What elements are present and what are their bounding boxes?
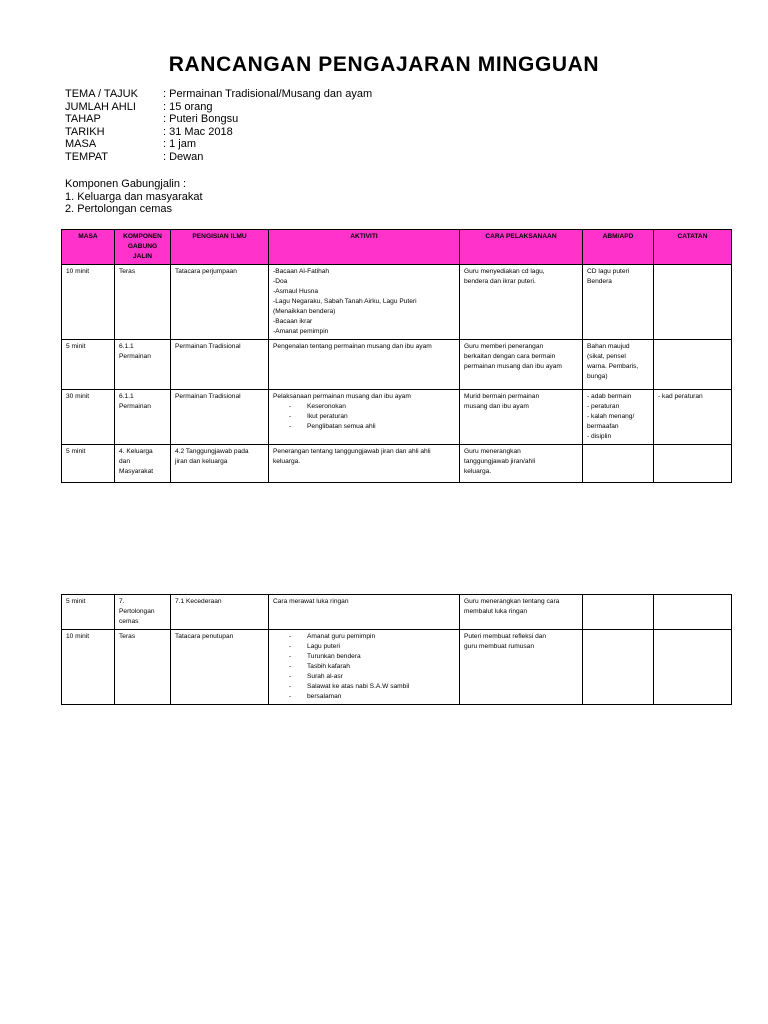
abm-text: CD lagu puteri — [587, 268, 630, 275]
cara-text: tanggungjawab jiran/ahli — [464, 458, 536, 465]
header-aktiviti: AKTIVITI — [269, 230, 460, 265]
cara-text: Guru menerangkan — [464, 448, 521, 455]
komponen-item: 1. Keluarga dan masyarakat — [65, 190, 203, 203]
cara-text: guru membuat rumusan — [464, 643, 535, 650]
aktiviti-list-text: Penglibatan semua ahli — [307, 423, 376, 430]
cell-masa: 5 minit — [62, 595, 115, 630]
info-row — [65, 138, 372, 151]
header-abm: ABM/APD — [583, 230, 654, 265]
abm-text: - kalah menang/ — [587, 413, 635, 420]
cell-catatan — [654, 630, 732, 705]
cell-pengisian — [171, 445, 269, 483]
header-komponen: KOMPONEN GABUNG JALIN — [115, 230, 171, 265]
aktiviti-list-text: Turunkan bendera — [307, 653, 361, 660]
cell-komponen — [115, 595, 171, 630]
aktiviti-text: -Asmaul Husna — [273, 288, 319, 295]
bullet-dash: - — [289, 653, 292, 660]
aktiviti-text: -Lagu Negaraku, Sabah Tanah Airku, Lagu Puteri — [273, 298, 417, 305]
pengisian-text: Tatacara penutupan — [175, 633, 234, 640]
komponen-text: Teras — [119, 268, 136, 275]
cell-pengisian — [171, 390, 269, 445]
komponen-text: Teras — [119, 633, 136, 640]
aktiviti-text: keluarga. — [273, 458, 301, 465]
komponen-text: Permainan — [119, 403, 151, 410]
cell-pengisian — [171, 630, 269, 705]
cell-cara — [460, 265, 583, 340]
table-row — [62, 445, 732, 483]
cell-aktiviti — [269, 265, 460, 340]
bullet-dash: - — [289, 643, 292, 650]
cell-abm — [583, 445, 654, 483]
komponen-text: 7. — [119, 598, 125, 605]
cell-catatan — [654, 595, 732, 630]
cell-pengisian — [171, 595, 269, 630]
cell-aktiviti — [269, 595, 460, 630]
cell-masa: 30 minit — [62, 390, 115, 445]
komponen-heading: Komponen Gabungjalin : — [65, 178, 187, 190]
cell-masa: 10 minit — [62, 265, 115, 340]
table-row — [62, 595, 732, 630]
table-header-row — [62, 230, 732, 265]
aktiviti-list-item — [273, 682, 455, 692]
info-value: : Permainan Tradisional/Musang dan ayam — [163, 88, 373, 100]
cell-aktiviti — [269, 445, 460, 483]
bullet-dash: - — [289, 693, 292, 700]
pengisian-text: jiran dan keluarga — [175, 458, 228, 465]
cell-masa: 5 minit — [62, 445, 115, 483]
aktiviti-list-item — [273, 402, 455, 412]
cell-aktiviti — [269, 340, 460, 390]
cell-pengisian — [171, 265, 269, 340]
table-row — [62, 265, 732, 340]
cell-cara — [460, 390, 583, 445]
plan-table-continued — [61, 594, 732, 705]
cell-abm — [583, 595, 654, 630]
komponen-text: dan — [119, 458, 131, 465]
bullet-dash: - — [289, 673, 292, 680]
aktiviti-list-item — [273, 412, 455, 422]
aktiviti-text: Pengenalan tentang permainan musang dan ibu ayam — [273, 343, 432, 350]
abm-text: Bendera — [587, 278, 612, 285]
komponen-item: 2. Pertolongan cemas — [65, 203, 173, 216]
cell-catatan — [654, 340, 732, 390]
aktiviti-list-text: Keseronokan — [307, 403, 346, 410]
info-row — [65, 126, 372, 139]
cara-text: keluarga. — [464, 468, 492, 475]
pengisian-text: 4.2 Tanggungjawab pada — [175, 448, 249, 455]
bullet-dash: - — [289, 663, 292, 670]
info-label: TAHAP — [65, 113, 101, 125]
cell-komponen — [115, 445, 171, 483]
cell-masa: 10 minit — [62, 630, 115, 705]
cell-cara — [460, 595, 583, 630]
cell-masa: 5 minit — [62, 340, 115, 390]
bullet-dash: - — [289, 423, 292, 430]
komponen-text: 4. Keluarga — [119, 448, 153, 455]
cell-komponen — [115, 340, 171, 390]
cell-catatan: - kad peraturan — [654, 390, 732, 445]
info-label: TEMPAT — [65, 150, 108, 163]
pengisian-text: Permainan Tradisional — [175, 393, 241, 400]
header-catatan: CATATAN — [654, 230, 732, 265]
info-value: : 1 jam — [163, 138, 197, 150]
abm-text: bunga) — [587, 373, 608, 380]
aktiviti-text: Pelaksanaan permainan musang dan ibu ayam — [273, 393, 411, 400]
aktiviti-list-item — [273, 652, 455, 662]
aktiviti-list-item — [273, 672, 455, 682]
komponen-text: Masyarakat — [119, 468, 154, 475]
info-value: : Dewan — [163, 150, 204, 163]
bullet-dash: - — [289, 633, 292, 640]
info-row — [65, 88, 372, 101]
cell-catatan — [654, 445, 732, 483]
cell-cara — [460, 445, 583, 483]
abm-text: (sikat, pensel — [587, 353, 626, 360]
abm-text: Bahan maujud — [587, 343, 630, 350]
info-label: TARIKH — [65, 125, 105, 138]
pengisian-text: Tatacara perjumpaan — [175, 268, 237, 275]
cara-text: Murid bermain permainan — [464, 393, 540, 400]
header-masa: MASA — [62, 230, 115, 265]
cell-pengisian — [171, 340, 269, 390]
cell-catatan — [654, 265, 732, 340]
bullet-dash: - — [289, 403, 292, 410]
aktiviti-list-text: Surah al-asr — [307, 673, 343, 680]
table-row — [62, 630, 732, 705]
abm-text: warna. Pembaris, — [587, 363, 639, 370]
info-row — [65, 151, 372, 164]
aktiviti-list-item — [273, 422, 455, 432]
aktiviti-list-text: bersalaman — [307, 693, 342, 700]
info-value: : 15 orang — [163, 100, 213, 113]
cell-cara — [460, 340, 583, 390]
abm-text: - disiplin — [587, 433, 612, 440]
aktiviti-text: -Bacaan ikrar — [273, 318, 313, 325]
aktiviti-text: -Bacaan Al-Fatihah — [273, 268, 330, 275]
plan-table — [61, 229, 732, 483]
info-row — [65, 101, 372, 114]
aktiviti-text: (Menaikkan bendera) — [273, 308, 336, 315]
info-label: JUMLAH AHLI — [65, 100, 136, 113]
aktiviti-list-text: Amanat guru pemimpin — [307, 633, 376, 640]
info-value: : Puteri Bongsu — [163, 113, 239, 125]
cara-text: Guru menerangkan tentang cara — [464, 598, 560, 605]
abm-text: - peraturan — [587, 403, 620, 410]
cell-abm — [583, 630, 654, 705]
cara-text: bendera dan ikrar puteri. — [464, 278, 536, 285]
cell-abm — [583, 390, 654, 445]
komponen-text: cemas — [119, 618, 139, 625]
aktiviti-list-item — [273, 642, 455, 652]
cara-text: membalut luka ringan — [464, 608, 528, 615]
aktiviti-text: -Doa — [273, 278, 288, 285]
info-label: MASA — [65, 138, 97, 150]
bullet-dash: - — [289, 683, 292, 690]
cara-text: permainan musang dan ibu ayam — [464, 363, 562, 370]
aktiviti-text: -Amanat pemimpin — [273, 328, 329, 335]
table-row — [62, 390, 732, 445]
page-title: RANCANGAN PENGAJARAN MINGGUAN — [168, 53, 600, 76]
pengisian-text: 7.1 Kecederaan — [175, 598, 222, 605]
abm-text: bermaafan — [587, 423, 619, 430]
header-cara: CARA PELAKSANAAN — [460, 230, 583, 265]
cell-komponen — [115, 630, 171, 705]
info-block — [65, 88, 372, 163]
aktiviti-list-text: Tasbih kafarah — [307, 663, 350, 670]
info-label: TEMA / TAJUK — [65, 88, 138, 100]
cell-aktiviti — [269, 630, 460, 705]
cara-text: musang dan ibu ayam — [464, 403, 529, 410]
komponen-text: Pertolongan — [119, 608, 155, 615]
cell-aktiviti — [269, 390, 460, 445]
aktiviti-list-item — [273, 662, 455, 672]
aktiviti-list-item — [273, 632, 455, 642]
komponen-text: 6.1.1 — [119, 393, 134, 400]
aktiviti-list-text: Lagu puteri — [307, 643, 340, 650]
cell-komponen — [115, 265, 171, 340]
aktiviti-list-text: Ikut peraturan — [307, 413, 348, 420]
abm-text: - adab bermain — [587, 393, 632, 400]
header-pengisian: PENGISIAN ILMU — [171, 230, 269, 265]
pengisian-text: Permainan Tradisional — [175, 343, 241, 350]
table-row — [62, 340, 732, 390]
aktiviti-text: Cara merawat luka ringan — [273, 598, 349, 605]
bullet-dash: - — [289, 413, 292, 420]
aktiviti-list-item — [273, 692, 455, 702]
cell-cara — [460, 630, 583, 705]
komponen-text: 6.1.1 — [119, 343, 134, 350]
cara-text: Guru menyediakan cd lagu, — [464, 268, 545, 275]
info-value: : 31 Mac 2018 — [163, 125, 233, 138]
aktiviti-text: Penerangan tentang tanggungjawab jiran dan ahli ahli — [273, 448, 431, 455]
cell-abm — [583, 340, 654, 390]
komponen-text: Permainan — [119, 353, 151, 360]
cara-text: Puteri membuat refleksi dan — [464, 633, 547, 640]
komponen-block — [65, 178, 203, 216]
cara-text: berkaitan dengan cara bermain — [464, 353, 556, 360]
cell-abm — [583, 265, 654, 340]
info-row — [65, 113, 372, 126]
cara-text: Guru memberi penerangan — [464, 343, 544, 350]
aktiviti-list-text: Salawat ke atas nabi S.A.W sambil — [307, 683, 410, 690]
cell-komponen — [115, 390, 171, 445]
